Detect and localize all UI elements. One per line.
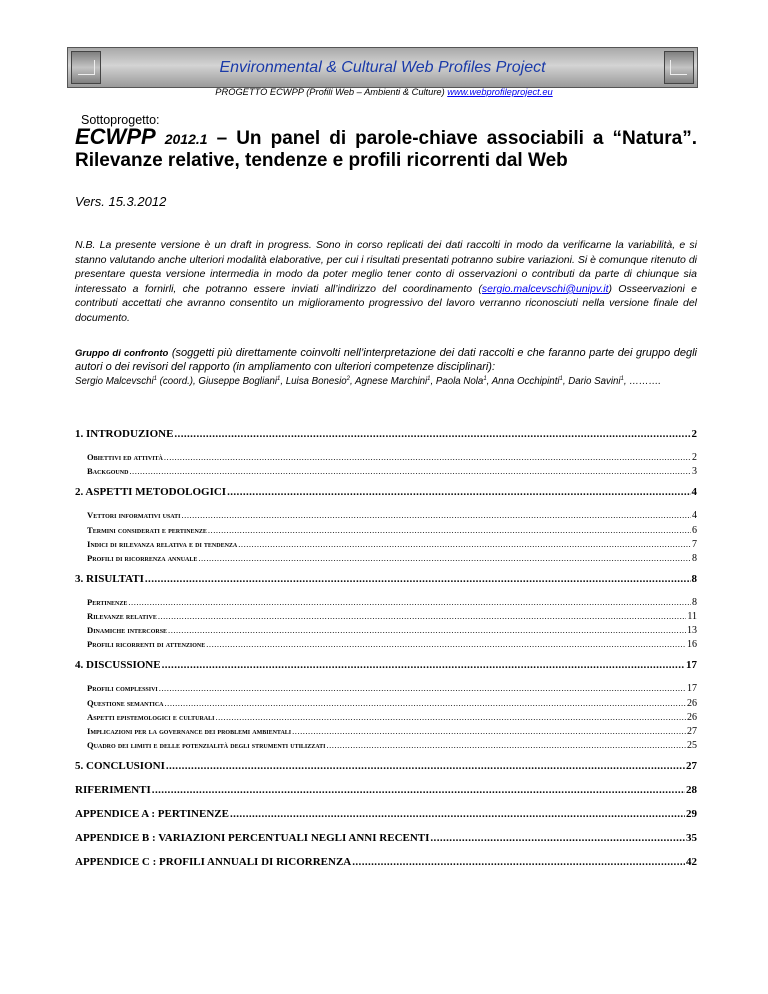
- toc-page-number: 2: [691, 428, 697, 440]
- toc-section-entry[interactable]: [75, 832, 697, 844]
- toc-leader-dots: [352, 856, 685, 868]
- banner-right-ornament: [664, 51, 694, 84]
- toc-subsection-entry[interactable]: [87, 698, 697, 709]
- title-code: ECWPP: [75, 124, 156, 149]
- toc-section-entry[interactable]: [75, 760, 697, 772]
- toc-page-number: 26: [687, 712, 697, 723]
- member-affiliation: 1: [153, 376, 157, 383]
- toc-page-number: 4: [692, 510, 697, 521]
- toc-entry-title: APPENDICE B : VARIAZIONI PERCENTUALI NEGLI ANNI RECENTI: [75, 832, 430, 844]
- toc-leader-dots: [230, 808, 685, 820]
- toc-page-number: 25: [687, 740, 697, 751]
- group-description: (soggetti più direttamente coinvolti nell’interpretazione dei dati raccolti e che faranno parte dei gruppo degli autori o dei revisori del rapporto (in ampliamento con ulteriori competenze disciplinari):: [75, 347, 698, 373]
- toc-entry-title: 3. RISULTATI: [75, 573, 144, 585]
- group-member: Anna Occhipinti: [491, 376, 560, 388]
- toc-entry-title: Dinamiche intercorse: [87, 625, 168, 635]
- group-member: Sergio Malcevschi: [75, 376, 154, 388]
- toc-leader-dots: [182, 510, 691, 520]
- toc-leader-dots: [238, 539, 691, 549]
- toc-page-number: 26: [687, 698, 697, 709]
- toc-subsection-entry[interactable]: [87, 553, 697, 564]
- toc-leader-dots: [174, 428, 690, 440]
- toc-leader-dots: [198, 553, 691, 563]
- toc-page-number: 42: [686, 856, 697, 868]
- project-website-link[interactable]: www.webprofileproject.eu: [447, 87, 553, 97]
- document-title: [75, 126, 697, 172]
- title-text: – Un panel di parole-chiave associabili a “Natura”. Rilevanze relative, tendenze e profili ricorrenti dal Web: [75, 128, 697, 171]
- toc-entry-title: APPENDICE A : PERTINENZE: [75, 808, 229, 820]
- toc-page-number: 4: [691, 486, 697, 498]
- project-subheader: [0, 87, 768, 97]
- toc-subsection-entry[interactable]: [87, 525, 697, 536]
- toc-subsection-entry[interactable]: [87, 726, 697, 737]
- toc-leader-dots: [227, 486, 690, 498]
- member-affiliation: 1: [427, 376, 431, 383]
- draft-note: [75, 238, 697, 326]
- subproject-label: Sottoprogetto:: [81, 113, 160, 127]
- toc-entry-title: RIFERIMENTI: [75, 784, 151, 796]
- toc-leader-dots: [158, 611, 687, 621]
- toc-page-number: 28: [686, 784, 697, 796]
- toc-subsection-entry[interactable]: [87, 625, 697, 636]
- version-line: Vers. 15.3.2012: [75, 194, 167, 209]
- toc-page-number: 13: [687, 625, 697, 636]
- coordinator-email-link[interactable]: sergio.malcevschi@unipv.it: [481, 282, 609, 295]
- toc-entry-title: 4. DISCUSSIONE: [75, 659, 161, 671]
- group-member: Luisa Bonesio: [285, 376, 347, 388]
- toc-leader-dots: [206, 639, 686, 649]
- toc-page-number: 35: [686, 832, 697, 844]
- toc-leader-dots: [164, 452, 691, 462]
- toc-subsection-entry[interactable]: [87, 452, 697, 463]
- toc-entry-title: Profili complessivi: [87, 683, 158, 693]
- project-banner: [67, 47, 698, 88]
- member-separator: ,: [349, 376, 356, 388]
- toc-entry-title: Termini considerati e pertinenze: [87, 525, 207, 535]
- toc-leader-dots: [145, 573, 691, 585]
- toc-section-entry[interactable]: [75, 573, 697, 585]
- member-affiliation: 1: [277, 376, 281, 383]
- toc-entry-title: APPENDICE C : PROFILI ANNUALI DI RICORRENZA: [75, 856, 352, 868]
- toc-entry-title: Implicazioni per la governance dei problemi ambientali: [87, 726, 292, 736]
- group-member: Dario Savini: [568, 376, 621, 388]
- toc-page-number: 8: [691, 573, 697, 585]
- member-affiliation: 2: [346, 376, 350, 383]
- toc-subsection-entry[interactable]: [87, 466, 697, 477]
- toc-leader-dots: [292, 726, 686, 736]
- toc-subsection-entry[interactable]: [87, 712, 697, 723]
- member-separator: ,: [430, 376, 436, 388]
- toc-leader-dots: [215, 712, 686, 722]
- note-text: N.B. La presente versione è un draft in progress. Sono in corso replicati dei dati raccolti in modo da verificarne la variabilità, e si stanno valutando anche ulteriori modalità elaborative, per cui i risultati presentati potranno subire variazioni. Si è comunque ritenuto di presentare questa versione intermedia in modo da poter meglio tener conto di osservazioni o contributi da parte di chiunque sia interessato a fornirli, che potranno essere inviati all’indirizzo del coordinamento (: [75, 239, 697, 295]
- toc-entry-title: Quadro dei limiti e delle potenzialità degli strumenti utilizzati: [87, 740, 326, 750]
- banner-title: Environmental & Cultural Web Profiles Project: [219, 59, 546, 76]
- toc-subsection-entry[interactable]: [87, 539, 697, 550]
- toc-entry-title: Indici di rilevanza relativa e di tendenza: [87, 539, 238, 549]
- group-member: Giuseppe Bogliani: [198, 376, 278, 388]
- toc-entry-title: Aspetti epistemologici e culturali: [87, 712, 215, 722]
- toc-entry-title: Pertinenze: [87, 597, 128, 607]
- toc-entry-title: Vettori informativi usati: [87, 510, 181, 520]
- member-separator: (coord.),: [156, 376, 199, 388]
- toc-entry-title: Obiettivi ed attività: [87, 452, 163, 462]
- toc-leader-dots: [162, 659, 685, 671]
- toc-subsection-entry[interactable]: [87, 597, 697, 608]
- toc-entry-title: Backgound: [87, 466, 129, 476]
- toc-section-entry[interactable]: [75, 659, 697, 671]
- group-member: Paola Nola: [435, 376, 484, 388]
- member-separator: , ……….: [623, 376, 661, 388]
- toc-entry-title: 2. ASPETTI METODOLOGICI: [75, 486, 227, 498]
- member-affiliation: 1: [620, 376, 624, 383]
- toc-page-number: 27: [687, 726, 697, 737]
- member-separator: ,: [562, 376, 569, 388]
- toc-leader-dots: [165, 698, 686, 708]
- toc-leader-dots: [430, 832, 685, 844]
- toc-section-entry[interactable]: [75, 486, 697, 498]
- subheader-text: PROGETTO ECWPP (Profili Web – Ambienti & Culture): [215, 87, 448, 97]
- toc-page-number: 17: [686, 659, 697, 671]
- toc-page-number: 2: [692, 452, 697, 463]
- toc-leader-dots: [159, 683, 686, 693]
- toc-subsection-entry[interactable]: [87, 683, 697, 694]
- toc-page-number: 8: [692, 553, 697, 564]
- toc-page-number: 17: [687, 683, 697, 694]
- group-label: Gruppo di confronto: [75, 348, 169, 359]
- note-text-end: ) Osseervazioni e contributi accettati che avranno consentito un miglioramento progressivo del lavoro verranno riconosciuti nella versione finale del documento.: [75, 282, 697, 324]
- toc-entry-title: 5. CONCLUSIONI: [75, 760, 165, 772]
- toc-leader-dots: [152, 784, 685, 796]
- toc-entry-title: 1. INTRODUZIONE: [75, 428, 174, 440]
- toc-page-number: 7: [692, 539, 697, 550]
- group-members: [75, 376, 661, 387]
- review-group: [75, 347, 697, 389]
- toc-page-number: 11: [687, 611, 697, 622]
- toc-subsection-entry[interactable]: [87, 740, 697, 751]
- toc-leader-dots: [208, 525, 691, 535]
- toc-page-number: 29: [686, 808, 697, 820]
- title-version: 2012.1: [164, 131, 208, 147]
- toc-page-number: 16: [687, 639, 697, 650]
- toc-page-number: 3: [692, 466, 697, 477]
- toc-page-number: 6: [692, 525, 697, 536]
- member-separator: ,: [486, 376, 492, 388]
- toc-page-number: 8: [692, 597, 697, 608]
- group-member: Agnese Marchini: [355, 376, 428, 388]
- toc-entry-title: Questione semantica: [87, 698, 164, 708]
- member-separator: ,: [280, 376, 286, 388]
- toc-section-entry[interactable]: [75, 856, 697, 868]
- toc-leader-dots: [168, 625, 686, 635]
- toc-subsection-entry[interactable]: [87, 611, 697, 622]
- toc-leader-dots: [129, 466, 691, 476]
- toc-section-entry[interactable]: [75, 428, 697, 440]
- toc-leader-dots: [128, 597, 691, 607]
- toc-section-entry[interactable]: [75, 784, 697, 796]
- member-affiliation: 1: [559, 376, 563, 383]
- toc-section-entry[interactable]: [75, 808, 697, 820]
- toc-entry-title: Profili ricorrenti di attenzione: [87, 639, 206, 649]
- toc-entry-title: Rilevanze relative: [87, 611, 157, 621]
- toc-page-number: 27: [686, 760, 697, 772]
- toc-leader-dots: [166, 760, 685, 772]
- toc-subsection-entry[interactable]: [87, 639, 697, 650]
- toc-entry-title: Profili di ricorrenza annuale: [87, 553, 198, 563]
- toc-subsection-entry[interactable]: [87, 510, 697, 521]
- member-affiliation: 1: [483, 376, 487, 383]
- toc-leader-dots: [326, 740, 686, 750]
